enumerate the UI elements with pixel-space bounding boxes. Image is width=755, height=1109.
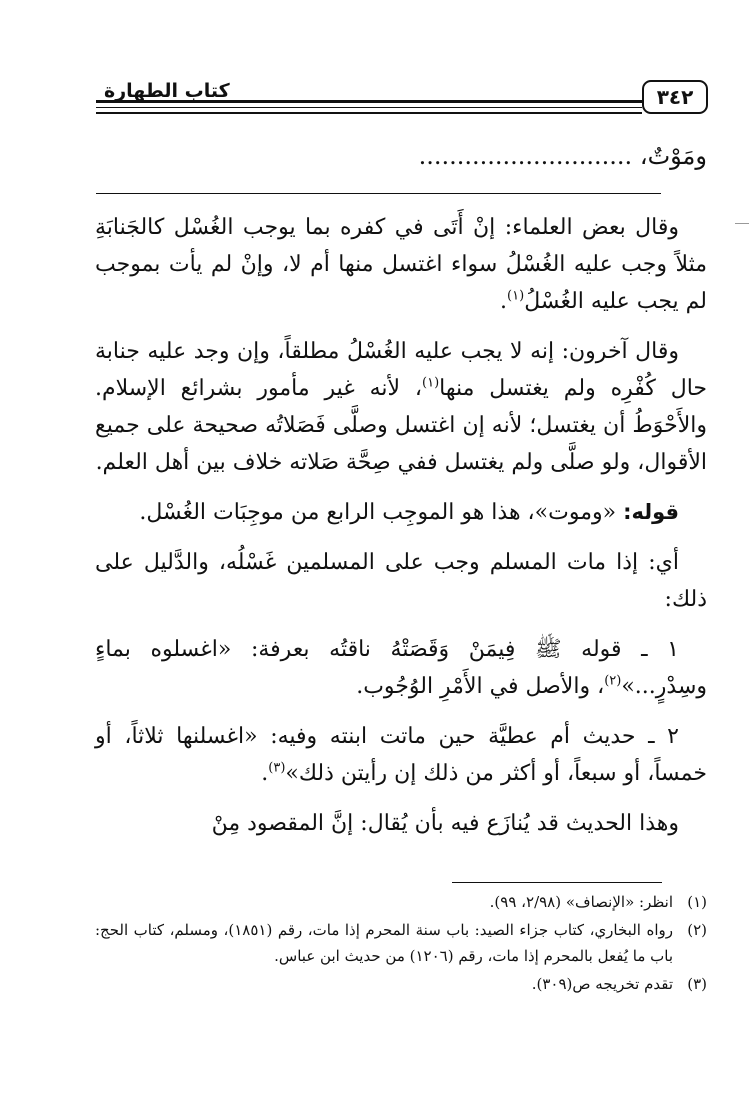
header-rule-bottom xyxy=(96,112,642,114)
footnote-text: تقدم تخريجه ص(٣٠٩). xyxy=(531,975,673,993)
page-number: ٣٤٢ xyxy=(642,80,708,114)
footnote-number: (٣) xyxy=(687,975,707,993)
footnote-ref: (١) xyxy=(507,288,525,304)
footnote-number: (٢) xyxy=(687,921,707,939)
footnote-text: انظر: «الإنصاف» (٢/٩٨، ٩٩). xyxy=(489,893,673,911)
qawluhu-label: قوله: xyxy=(623,500,679,524)
header-rule-thin xyxy=(96,107,642,108)
paragraph-text: «وموت»، هذا هو الموجِب الرابع من موجِبَات الغُسْل. xyxy=(139,500,624,525)
footnote-number: (١) xyxy=(687,893,707,911)
matn-separator xyxy=(96,193,661,194)
paragraph-text: وقال آخرون: إنه لا يجب عليه الغُسْلُ مطلقاً، وإن وجد عليه جنابة حال كُفْرِه ولم يغتسل منها xyxy=(95,339,707,401)
running-title: كتاب الطهارة xyxy=(104,80,230,102)
paragraph-text: وهذا الحديث قد يُنازَع فيه بأن يُقال: إنَّ المقصود مِنْ xyxy=(211,811,679,836)
footnotes xyxy=(95,889,707,999)
footnote xyxy=(95,917,707,969)
header-rule-thick xyxy=(96,100,642,103)
paragraph xyxy=(95,631,707,705)
footnote xyxy=(95,889,707,915)
footnote xyxy=(95,971,707,997)
paragraph-text: ، لأنه غير مأمور بشرائع الإسلام. والأَحْوَطُ أن يغتسل؛ لأنه إن اغتسل وصلَّى فَصَلاتُه صحيحة على جميع الأقوال، ولو صلَّى ولم يغتسل ففي صِحَّة صَلاته خلاف بين أهل العلم. xyxy=(95,376,707,475)
footnote-separator xyxy=(452,882,662,883)
footnote-ref: (٢) xyxy=(604,673,622,689)
paragraph-text: . xyxy=(500,289,508,314)
commentary-body xyxy=(95,209,707,855)
paragraph xyxy=(95,805,707,842)
paragraph-text: ١ ـ قوله ﷺ فِيمَنْ وَقَصَتْهُ ناقتُه بعرفة: «اغسلوه بماءٍ وسِدْرٍ...» xyxy=(95,637,707,699)
paragraph-text: أي: إذا مات المسلم وجب على المسلمين غَسْلُه، والدَّليل على ذلك: xyxy=(95,550,707,612)
footnote-ref: (٣) xyxy=(268,760,286,776)
paragraph-text: . xyxy=(261,761,269,786)
footnote-text: رواه البخاري، كتاب جزاء الصيد: باب سنة المحرم إذا مات، رقم (١٨٥١)، ومسلم، كتاب الحج: باب ما يُفعل بالمحرم إذا مات، رقم (١٢٠٦) من حديث ابن عباس. xyxy=(95,921,673,965)
paragraph-text: وقال بعض العلماء: إنْ أَتَى في كفره بما يوجب الغُسْل كالجَنابَةِ مثلاً وجب عليه الغُسْلُ سواء اغتسل منها أم لا، وإنْ لم يأت بموجب لم يجب عليه الغُسْلُ xyxy=(95,215,707,314)
paragraph xyxy=(95,209,707,320)
paragraph xyxy=(95,718,707,792)
footnote-ref: (١) xyxy=(422,375,440,391)
margin-mark xyxy=(735,223,749,224)
paragraph xyxy=(95,544,707,618)
paragraph-text: ، والأصل في الأَمْرِ الوُجُوب. xyxy=(356,674,605,699)
matn-text: ومَوْتٌ، ............................ xyxy=(418,142,707,170)
paragraph xyxy=(95,333,707,481)
paragraph xyxy=(95,494,707,531)
paragraph-text: ٢ ـ حديث أم عطيَّة حين ماتت ابنته وفيه: «اغسلنها ثلاثاً، أو خمساً، أو سبعاً، أو أكثر من ذلك إن رأيتن ذلك» xyxy=(95,724,707,786)
page-header xyxy=(96,74,708,124)
